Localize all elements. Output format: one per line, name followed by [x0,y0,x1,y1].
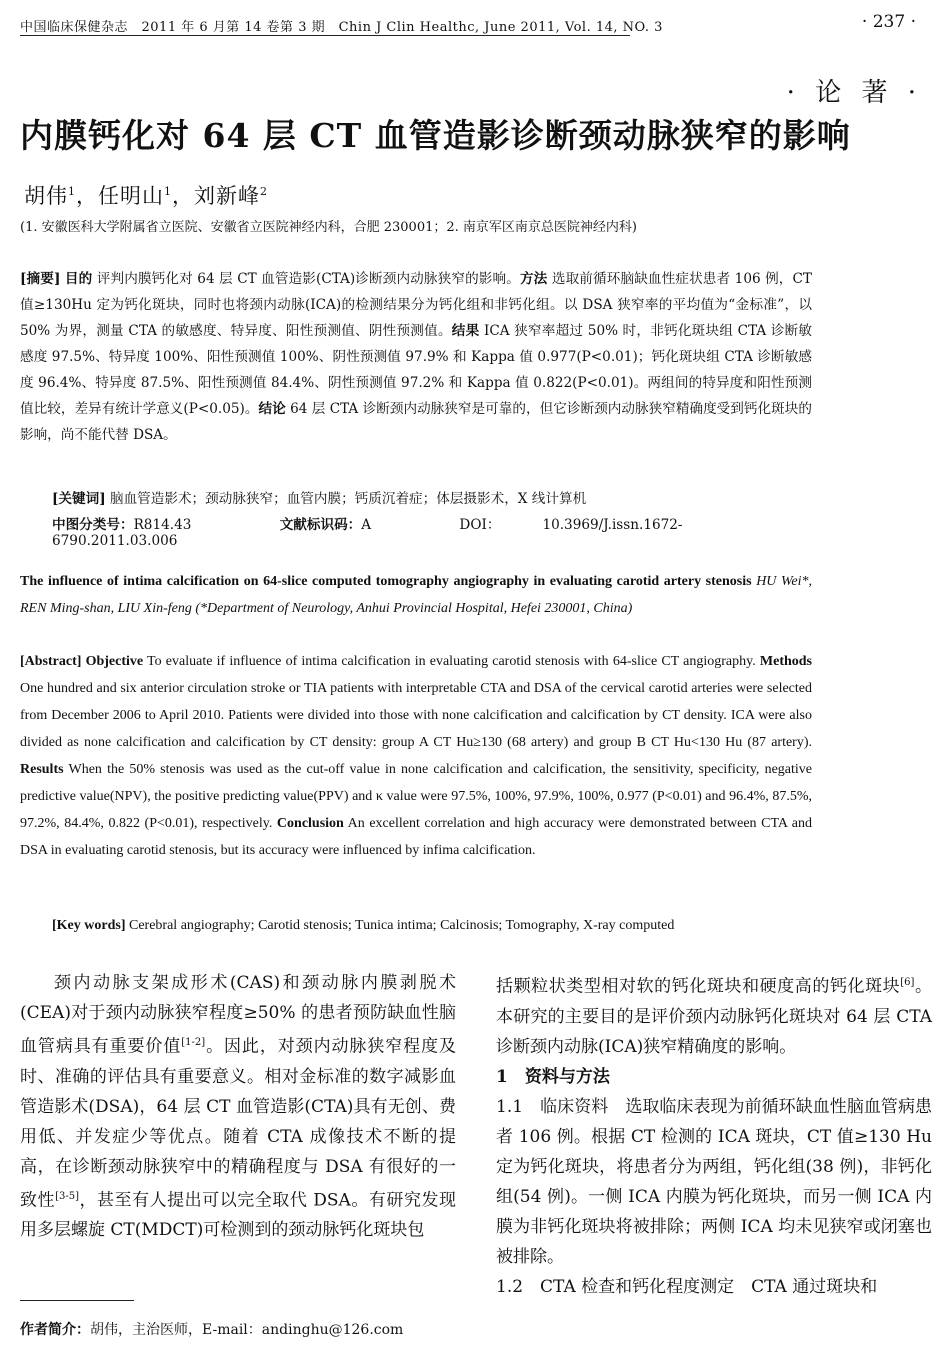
body-text: 颈内动脉支架成形术(CAS)和颈动脉内膜剥脱术(CEA)对于颈内动脉狭窄程度≥50% 的患者预防缺血性脑血管病具有重要价值 [20,973,456,1057]
body-paragraph [20,968,456,1245]
doc-code [280,517,413,533]
author-list [24,180,268,210]
doi-label: DOI： [459,517,501,533]
page-number: · 237 · [861,12,916,32]
subsection-paragraph: 1.2 CTA 检查和钙化程度测定 CTA 通过斑块和 [496,1276,878,1297]
keywords-text: 脑血管造影术；颈动脉狭窄；血管内膜；钙质沉着症；体层摄影术，X 线计算机 [109,491,587,507]
conclusion-en-label: Conclusion [276,816,344,831]
footnote-text: 胡伟，主治医师，E-mail：andinghu@126.com [90,1322,404,1338]
body-paragraph [496,968,932,1062]
keywords-en-text: Cerebral angiography; Carotid stenosis; Tunica intima; Calcinosis; Tomography, X-ray computed [129,918,675,933]
conclusion-label: 结论 [258,401,286,417]
subsection-paragraph: 1.1 临床资料 选取临床表现为前循环缺血性脑血管病患者 106 例。根据 CT 检测的 ICA 斑块，CT 值≥130 Hu 定为钙化斑块，将患者分为两组，钙化组(38 例)，非钙化组(54 例)。一侧 ICA 内膜为钙化斑块，而另一侧 ICA 内膜为非钙化斑块将被排除；两侧 ICA 均未见狭窄或闭塞也被排除。 [496,1096,932,1267]
body-text: 括颗粒状类型相对软的钙化斑块和硬度高的钙化斑块 [496,976,901,997]
clc-label: 中图分类号： [52,517,134,533]
objective-label: 目的 [64,271,93,287]
citation: [6] [900,977,915,988]
objective-text: 评判内膜钙化对 64 层 CT 血管造影(CTA)诊断颈内动脉狭窄的影响。 [96,271,520,287]
objective-en-text: To evaluate if influence of intima calcification in evaluating carotid stenosis with 64-slice CT angiography. [147,654,756,669]
methods-text: 选取前循环脑缺血性症状患者 106 例，CT 值≥130Hu 定为钙化斑块，同时也将颈内动脉(ICA)的检测结果分为钙化组和非钙化组。以 DSA 狭窄率的平均值为“金标准”，以 50% 为界，测量 CTA 的敏感度、特异度、阳性预测值、阴性预测值。 [20,271,812,339]
doi-value: 10.3969/J.issn.1672-6790.2011.03.006 [52,517,683,549]
abstract-en [20,648,812,864]
conclusion-en-text: An excellent correlation and high accuracy were demonstrated between CTA and DSA in evaluating carotid stenosis, but its accuracy were influenced by infima calcification. [20,816,813,858]
body-text: ，甚至有人提出可以完全取代 DSA。有研究发现用多层螺旋 CT(MDCT)可检测到的颈动脉钙化斑块包 [20,1190,456,1241]
english-authors: HU Wei*, REN Ming-shan, LIU Xin-feng (*Department of Neurology, Anhui Provincial Hospital, Hefei 230001, China) [20,574,812,616]
abstract-cn [20,266,812,448]
results-label: 结果 [451,323,480,339]
section-label: · 论 著 · [786,78,922,108]
methods-en-text: One hundred and six anterior circulation stroke or TIA patients with interpretable CTA and DSA of the cervical carotid arteries were selected from December 2006 to April 2010. Patients were divided into those with none calcification and calcification by CT density. ICA were also divided as none calcification and calcification by CT density: group A CT Hu≥130 (68 artery) and group B CT Hu<130 Hu (87 artery). [20,681,812,750]
author-affil-mark: 1 [68,185,76,198]
body-right-column [496,968,932,1302]
abstract-label: [摘要] [20,271,61,287]
header-rule [20,35,630,36]
english-title: The influence of intima calcification on 64-slice computed tomography angiography in evaluating carotid artery stenosis [20,574,752,589]
footnote-rule [20,1300,134,1301]
affiliation: (1. 安徽医科大学附属省立医院、安徽省立医院神经内科，合肥 230001；2. 南京军区南京总医院神经内科) [20,220,637,235]
footnote-label: 作者简介： [20,1322,90,1338]
citation: [1-2] [181,1037,206,1048]
author-name: 任明山 [98,184,164,208]
keywords-en-label: [Key words] [52,918,126,933]
author-affil-mark: 2 [260,185,268,198]
section-heading: 1 资料与方法 [496,1066,610,1087]
author-separator: ， [76,184,98,208]
body-text: 。因此，对颈内动脉狭窄程度及时、准确的评估具有重要意义。相对金标准的数字减影血管造影术(DSA)，64 层 CT 血管造影(CTA)具有无创、费用低、并发症少等优点。随着 CTA 成像技术不断的提高，在诊断颈动脉狭窄中的精确程度与 DSA 有很好的一致性 [20,1036,457,1211]
citation: [3-5] [55,1190,79,1202]
clc-value: R814.43 [133,517,192,533]
body-text: 。本研究的主要目的是评价颈内动脉钙化斑块对 64 层 CTA 诊断颈内动脉(ICA)狭窄精确度的影响。 [496,976,933,1057]
results-text: ICA 狭窄率超过 50% 时，非钙化斑块组 CTA 诊断敏感度 97.5%、特异度 100%、阳性预测值 100%、阴性预测值 97.9% 和 Kappa 值 0.977(P<0.01)；钙化斑块组 CTA 诊断敏感度 96.4%、特异度 87.5%、阳性预测值 84.4%、阴性预测值 97.2% 和 Kappa 值 0.822(P<0.01)。两组间的特异度和阳性预测值比较，差异有统计学意义(P<0.05)。 [20,323,813,417]
author-footnote [20,1319,403,1339]
keywords-en [52,918,674,934]
conclusion-text: 64 层 CTA 诊断颈内动脉狭窄是可靠的，但它诊断颈内动脉狭窄精确度受到钙化斑块的影响，尚不能代替 DSA。 [20,401,812,443]
methods-en-label: Methods [759,654,813,669]
author-name: 刘新峰 [194,184,260,208]
author-separator: ， [172,184,194,208]
author-affil-mark: 1 [164,185,172,198]
abstract-en-label: [Abstract] [20,654,82,669]
results-en-text: When the 50% stenosis was used as the cut-off value in none calcification and calcification, the sensitivity, specificity, negative predictive value(NPV), the positive predicting value(PPV) and κ value were 97.5%, 100%, 97.9%, 100%, 0.977 (P<0.01) and 96.4%, 87.5%, 97.2%, 84.4%, 0.822 (P<0.01), respectively. [20,762,813,831]
english-title-block [20,568,812,622]
doc-value: A [361,517,372,533]
doc-label: 文献标识码： [279,517,362,533]
keywords-label: [关键词] [52,491,106,507]
author-name: 胡伟 [24,184,68,208]
journal-line: 中国临床保健杂志 2011 年 6 月第 14 卷第 3 期 Chin J Clin Healthc, June 2011, Vol. 14, NO. 3 [20,20,663,35]
keywords-cn [52,487,586,507]
results-en-label: Results [20,762,64,777]
classification-line [52,513,812,549]
body-left-column [20,968,456,1245]
article-title: 内膜钙化对 64 层 CT 血管造影诊断颈动脉狭窄的影响 [20,116,851,155]
methods-label: 方法 [519,271,548,287]
clc-code [52,517,233,533]
objective-en-label: Objective [85,654,144,669]
